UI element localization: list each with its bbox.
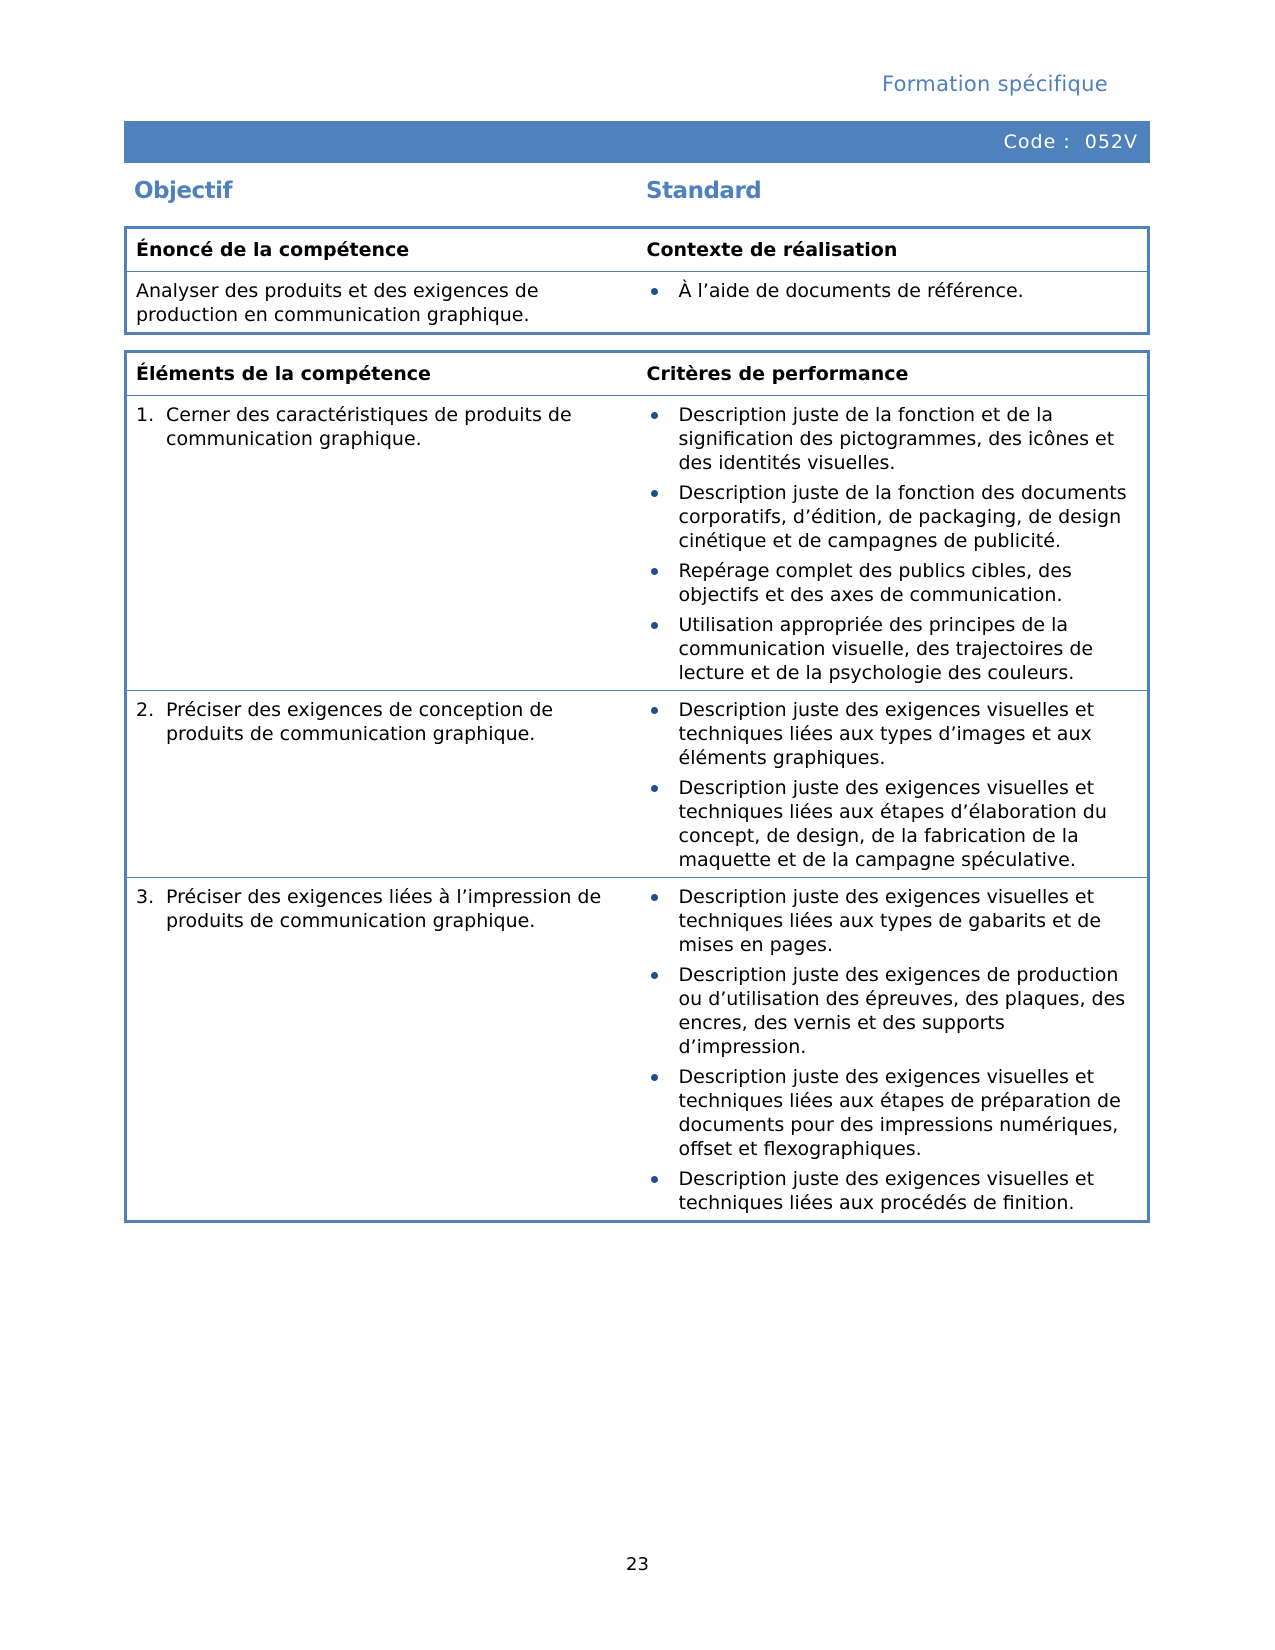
- criteres-list: [647, 403, 1139, 685]
- table-row: [126, 878, 1149, 1222]
- criteres-cell: [638, 691, 1149, 878]
- element-text: Préciser des exigences de conception de produits de communication graphique.: [166, 699, 554, 745]
- element-cell: [126, 878, 638, 1222]
- criteres-list: [647, 698, 1139, 872]
- contexte-cell: [638, 272, 1149, 334]
- criteres-list: [647, 885, 1139, 1215]
- critere-item: Description juste des exigences visuelles et techniques liées aux étapes d’élaboration du concept, de design, de la fabrication de la maquette et de la campagne spéculative.: [647, 776, 1139, 872]
- table-row: [126, 691, 1149, 878]
- critere-item: Description juste des exigences visuelles et techniques liées aux types de gabarits et de mises en pages.: [647, 885, 1139, 957]
- element-text: Cerner des caractéristiques de produits de communication graphique.: [166, 404, 572, 450]
- element-number: 2.: [136, 699, 155, 721]
- critere-item: Description juste des exigences visuelles et techniques liées aux types d’images et aux éléments graphiques.: [647, 698, 1139, 770]
- critere-item: Description juste des exigences visuelles et techniques liées aux étapes de préparation de documents pour des impressions numériques, offset et flexographiques.: [647, 1065, 1139, 1161]
- critere-item: Description juste des exigences de production ou d’utilisation des épreuves, des plaques, des encres, des vernis et des supports d’impression.: [647, 963, 1139, 1059]
- critere-item: Description juste de la fonction et de la signification des pictogrammes, des icônes et des identités visuelles.: [647, 403, 1139, 475]
- element-cell: [126, 691, 638, 878]
- enonce-table: [124, 226, 1150, 335]
- section-title-standard: Standard: [646, 178, 762, 204]
- code-bar: [124, 121, 1150, 163]
- element-cell: [126, 396, 638, 691]
- contexte-list: [647, 279, 1139, 303]
- code-value: 052V: [1084, 131, 1138, 153]
- header-contexte: Contexte de réalisation: [638, 228, 1149, 272]
- element-number: 3.: [136, 886, 155, 908]
- code-label-text: Code :: [1003, 131, 1071, 153]
- header-criteres: Critères de performance: [638, 352, 1149, 396]
- contexte-item: À l’aide de documents de référence.: [647, 279, 1139, 303]
- running-head: Formation spécifique: [881, 72, 1108, 96]
- section-title-objectif: Objectif: [134, 178, 233, 204]
- criteres-cell: [638, 396, 1149, 691]
- header-enonce: Énoncé de la compétence: [126, 228, 638, 272]
- enonce-text: Analyser des produits et des exigences de production en communication graphique.: [136, 280, 539, 326]
- element-number: 1.: [136, 404, 155, 426]
- header-elements: Éléments de la compétence: [126, 352, 638, 396]
- critere-item: Description juste des exigences visuelles et techniques liées aux procédés de finition.: [647, 1167, 1139, 1215]
- elements-table: [124, 350, 1150, 1223]
- criteres-cell: [638, 878, 1149, 1222]
- critere-item: Utilisation appropriée des principes de la communication visuelle, des trajectoires de lecture et de la psychologie des couleurs.: [647, 613, 1139, 685]
- critere-item: Repérage complet des publics cibles, des objectifs et des axes de communication.: [647, 559, 1139, 607]
- element-text: Préciser des exigences liées à l’impression de produits de communication graphique.: [166, 886, 602, 932]
- table-row: [126, 396, 1149, 691]
- code-label: [1004, 131, 1138, 153]
- page-number: 23: [626, 1554, 649, 1575]
- critere-item: Description juste de la fonction des documents corporatifs, d’édition, de packaging, de design cinétique et de campagnes de publicité.: [647, 481, 1139, 553]
